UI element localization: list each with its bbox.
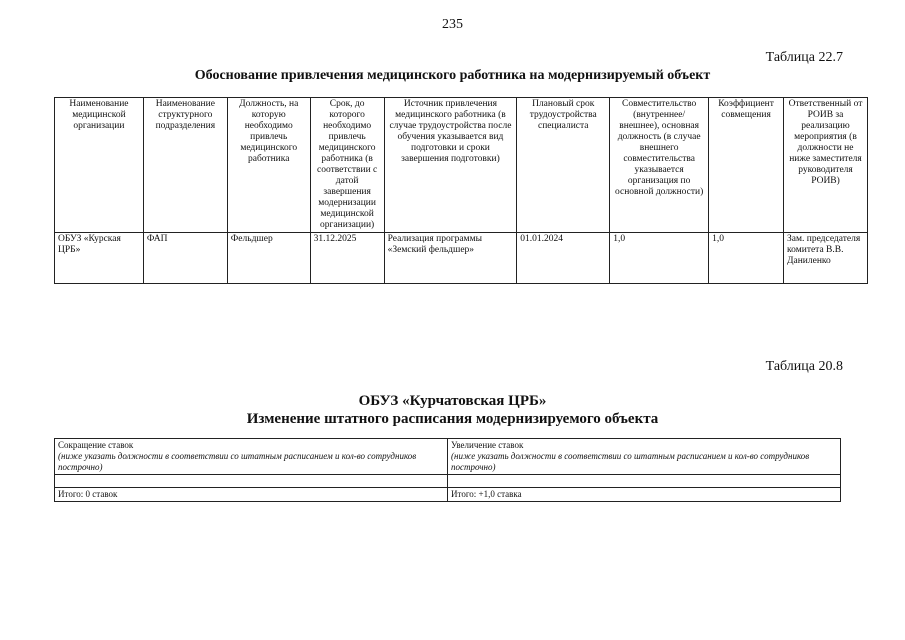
page-number: 235 — [442, 17, 463, 32]
cell-organization: ОБУЗ «Курская ЦРБ» — [55, 233, 144, 284]
header-position: Должность, на которую необходимо привлечь медицинского работника — [227, 98, 310, 233]
justification-table — [54, 97, 868, 284]
reduction-total: Итого: 0 ставок — [55, 488, 448, 502]
cell-source: Реализация программы «Земский фельдшер» — [384, 233, 517, 284]
table-header-row — [55, 98, 868, 233]
header-organization: Наименование медицинской организации — [55, 98, 144, 233]
cell-deadline: 31.12.2025 — [310, 233, 384, 284]
header-combination: Совместительство (внутреннее/внешнее), основная должность (в случае внешнего совместительства указывается организация по основной должности) — [610, 98, 709, 233]
section2-title: Изменение штатного расписания модернизируемого объекта — [246, 411, 659, 427]
table-label-20-8: Таблица 20.8 — [765, 359, 843, 374]
table-label-22-7: Таблица 22.7 — [765, 50, 843, 65]
header-planned-date: Плановый срок трудоустройства специалиста — [517, 98, 610, 233]
staffing-total-row — [55, 488, 841, 502]
staffing-header-row — [55, 439, 841, 475]
reduction-empty-cell — [55, 475, 448, 488]
header-responsible: Ответственный от РОИВ за реализацию мероприятия (в должности не ниже заместителя руководителя РОИВ) — [784, 98, 868, 233]
table-row — [55, 233, 868, 284]
cell-department: ФАП — [143, 233, 227, 284]
reduction-header: Сокращение ставок — [58, 440, 134, 450]
increase-header-cell — [448, 439, 841, 475]
reduction-note: (ниже указать должности в соответствии со штатным расписанием и кол-во сотрудников построчно) — [58, 451, 417, 472]
cell-position: Фельдшер — [227, 233, 310, 284]
staffing-table — [54, 438, 841, 502]
header-department: Наименование структурного подразделения — [143, 98, 227, 233]
staffing-empty-row — [55, 475, 841, 488]
increase-total: Итого: +1,0 ставка — [448, 488, 841, 502]
header-deadline: Срок, до которого необходимо привлечь медицинского работника (в соответствии с датой завершения модернизации медицинской организации) — [310, 98, 384, 233]
increase-empty-cell — [448, 475, 841, 488]
reduction-header-cell — [55, 439, 448, 475]
cell-combination: 1,0 — [610, 233, 709, 284]
cell-coefficient: 1,0 — [709, 233, 784, 284]
section1-title: Обоснование привлечения медицинского работника на модернизируемый объект — [194, 68, 711, 83]
header-source: Источник привлечения медицинского работника (в случае трудоустройства после обучения указывается вид подготовки и сроки завершения подготовки) — [384, 98, 517, 233]
increase-note: (ниже указать должности в соответствии со штатным расписанием и кол-во сотрудников построчно) — [451, 451, 810, 472]
increase-header: Увеличение ставок — [451, 440, 524, 450]
organization-title: ОБУЗ «Курчатовская ЦРБ» — [358, 393, 547, 409]
cell-planned-date: 01.01.2024 — [517, 233, 610, 284]
cell-responsible: Зам. председателя комитета В.В. Даниленко — [784, 233, 868, 284]
header-coefficient: Коэффициент совмещения — [709, 98, 784, 233]
